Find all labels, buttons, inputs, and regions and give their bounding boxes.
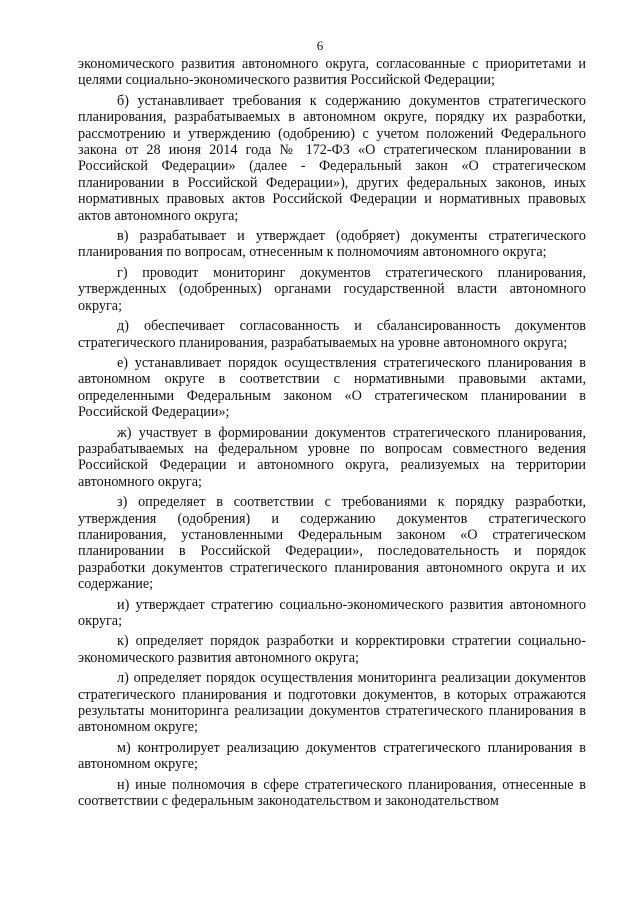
paragraph-item-g: г) проводит мониторинг документов стратегического планирования, утвержденных (одобренных) органами государственной власти автономного округа; (78, 264, 586, 314)
paragraph-item-v: в) разрабатывает и утверждает (одобряет) документы стратегического планирования по вопросам, отнесенным к полномочиям автономного округа; (78, 228, 586, 261)
paragraph-item-e: е) устанавливает порядок осуществления стратегического планирования в автономном округе в соответствии с нормативными правовыми актами, определенными Федеральным законом «О стратегическом планировании в Российской Федерации»; (78, 354, 586, 421)
paragraph-item-m: м) контролирует реализацию документов стратегического планирования в автономном округе; (78, 739, 586, 773)
paragraph-item-z: з) определяет в соответствии с требованиями к порядку разработки, утверждения (одобрения) и содержанию документов стратегического планирования, установленными Федеральным законом «О стратегическом планировании в Российской Федерации», последовательность и порядок разработки документов стратегического планирования автономного округа и их содержание; (78, 494, 586, 593)
paragraph-item-l: л) определяет порядок осуществления мониторинга реализации документов стратегического планирования и подготовки документов, в которых отражаются результаты мониторинга реализации документов стратегического планирования в автономном округе; (78, 670, 586, 736)
paragraph-item-i: и) утверждает стратегию социально-экономического развития автономного округа; (78, 596, 586, 629)
paragraph-item-n: н) иные полномочия в сфере стратегического планирования, отнесенные в соответствии с федеральным законодательством и законодательством (78, 776, 586, 810)
paragraph-item-b: б) устанавливает требования к содержанию документов стратегического планирования, разрабатываемых в автономном округе, порядку их разработки, рассмотрению и утверждению (одобрению) с учетом положений Федерального закона от 28 июня 2014 года № 172-ФЗ «О стратегическом планировании в Российской Федерации» (далее - Федеральный закон «О стратегическом планировании в Российской Федерации»), других федеральных законов, иных нормативных правовых актов Российской Федерации и нормативных правовых актов автономного округа; (78, 92, 586, 224)
paragraph-item-zh: ж) участвует в формировании документов стратегического планирования, разрабатываемых на федеральном уровне по вопросам совместного ведения Российской Федерации и автономного округа, реализуемых на территории автономного округа; (78, 424, 586, 490)
document-body (78, 56, 586, 813)
paragraph-continuation: экономического развития автономного округа, согласованные с приоритетами и целями социально-экономического развития Российской Федерации; (78, 56, 586, 89)
page-number: 6 (316, 38, 324, 53)
paragraph-item-d: д) обеспечивает согласованность и сбалансированность документов стратегического планирования, разрабатываемых на уровне автономного округа; (78, 318, 586, 351)
paragraph-item-k: к) определяет порядок разработки и корректировки стратегии социально-экономического развития автономного округа; (78, 633, 586, 666)
